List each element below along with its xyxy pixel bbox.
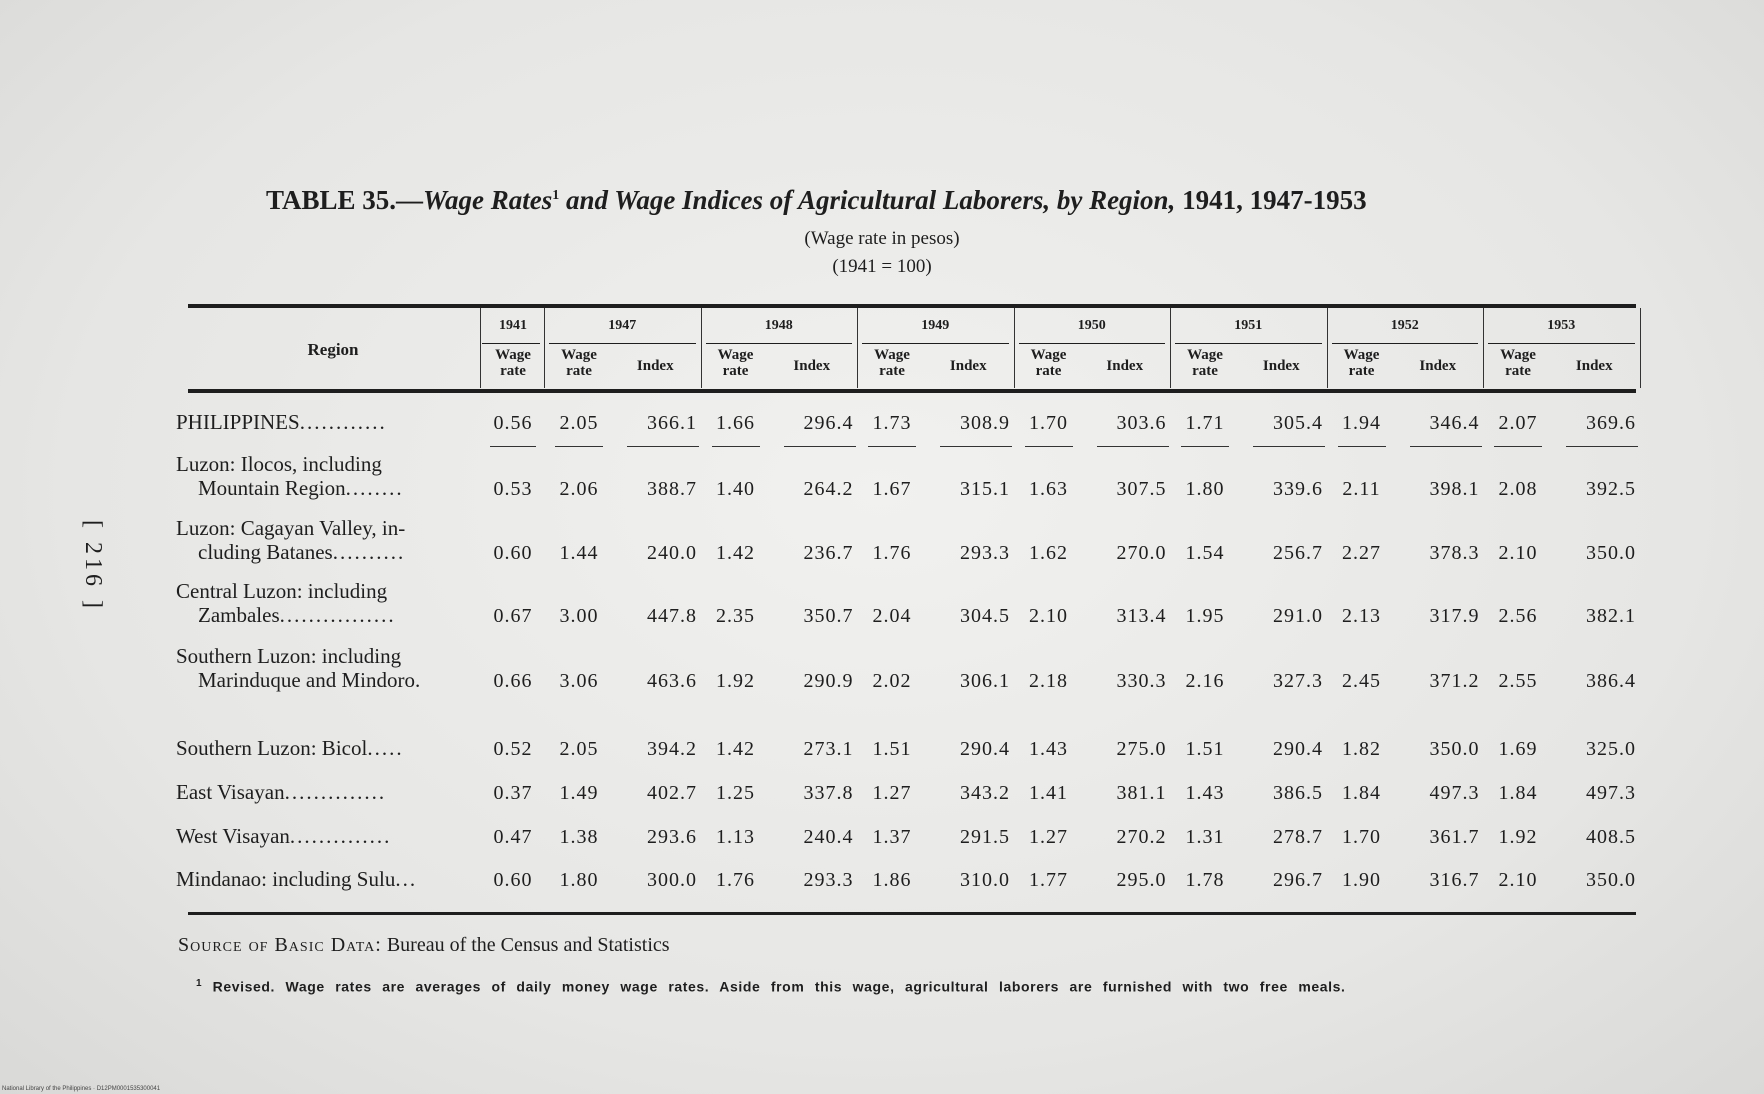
table-top-rule <box>188 304 1636 308</box>
header-year-1947: 1947 <box>608 318 637 333</box>
row-label <box>176 516 470 564</box>
cell-wage-rate-1950: 1.43 <box>1029 738 1068 760</box>
cell-index-1953: 369.6 <box>1586 412 1636 434</box>
header-year-underline <box>706 343 853 344</box>
header-year-1952: 1952 <box>1390 318 1419 333</box>
total-underline <box>784 446 856 447</box>
cell-wage-rate-1952: 1.82 <box>1342 738 1381 760</box>
cell-wage-rate-1947: 2.06 <box>559 478 599 500</box>
cell-wage-rate-1950: 1.27 <box>1029 826 1068 848</box>
cell-wage-rate-1953: 2.08 <box>1498 478 1538 500</box>
header-divider <box>1014 308 1015 388</box>
header-year-underline <box>1019 343 1166 344</box>
cell-index-1948: 350.7 <box>803 605 854 627</box>
cell-wage-rate-1952: 2.45 <box>1342 670 1381 692</box>
cell-wage-rate-1953: 2.10 <box>1498 869 1538 891</box>
row-label-line: Luzon: Ilocos, including <box>176 452 382 476</box>
cell-wage-rate-1948: 1.40 <box>716 478 755 500</box>
cell-wage-rate-1949: 1.51 <box>872 738 912 760</box>
cell-index-1947: 402.7 <box>647 782 697 804</box>
cell-index-1951: 256.7 <box>1273 542 1323 564</box>
total-underline <box>868 446 916 447</box>
header-divider <box>857 308 858 388</box>
cell-wage-rate-1950: 2.10 <box>1029 605 1068 627</box>
cell-wage-rate-1949: 1.37 <box>872 826 912 848</box>
cell-wage-rate-1947: 1.44 <box>559 542 599 564</box>
row-label-line: Central Luzon: including <box>176 579 388 603</box>
header-divider <box>1640 308 1641 388</box>
row-label-last-line <box>176 668 470 692</box>
cell-index-1948: 290.9 <box>803 670 854 692</box>
rate-label: rate <box>722 363 749 379</box>
row-label-last-line <box>176 476 470 500</box>
cell-wage-rate-1951: 1.71 <box>1185 412 1225 434</box>
cell-index-1951: 339.6 <box>1273 478 1323 500</box>
cell-index-1952: 497.3 <box>1429 782 1480 804</box>
total-underline <box>1181 446 1229 447</box>
cell-wage-rate-1947: 2.05 <box>559 738 599 760</box>
cell-index-1947: 300.0 <box>647 869 697 891</box>
cell-wage-rate-1949: 1.76 <box>872 542 912 564</box>
cell-index-1951: 290.4 <box>1273 738 1323 760</box>
cell-index-1950: 270.0 <box>1116 542 1167 564</box>
cell-index-1950: 270.2 <box>1116 826 1167 848</box>
cell-wage-rate-1949: 1.67 <box>872 478 912 500</box>
wage-label: Wage <box>1187 347 1223 363</box>
header-year-1951: 1951 <box>1234 318 1263 333</box>
cell-index-1949: 290.4 <box>960 738 1010 760</box>
row-label-last-line <box>176 540 470 564</box>
table-bottom-rule <box>188 912 1636 915</box>
row-label-line: Southern Luzon: including <box>176 644 402 668</box>
cell-index-1953: 392.5 <box>1586 478 1636 500</box>
row-label <box>176 867 470 891</box>
rate-label: rate <box>566 363 592 379</box>
cell-wage-rate-1952: 1.94 <box>1342 412 1381 434</box>
header-year-1941: 1941 <box>499 318 527 333</box>
cell-wage-rate-1953: 2.56 <box>1498 605 1538 627</box>
cell-wage-rate-1951: 1.31 <box>1185 826 1225 848</box>
table-title <box>266 185 1367 216</box>
rate-label: rate <box>1192 363 1218 379</box>
header-wage-rate-1947 <box>547 347 611 379</box>
row-label-line: Mindanao: including Sulu <box>176 867 396 891</box>
table-title-label: TABLE 35.— <box>266 185 424 215</box>
cell-index-1949: 310.0 <box>960 869 1010 891</box>
header-year-underline <box>1488 343 1635 344</box>
cell-wage-rate-1953: 2.55 <box>1498 670 1538 692</box>
cell-wage-rate-1941: 0.66 <box>493 670 533 692</box>
row-label-line: Luzon: Cagayan Valley, in- <box>176 516 406 540</box>
header-year-1948: 1948 <box>764 318 793 333</box>
cell-index-1952: 350.0 <box>1429 738 1480 760</box>
cell-wage-rate-1949: 1.27 <box>872 782 912 804</box>
cell-index-1952: 361.7 <box>1429 826 1480 848</box>
cell-index-1952: 378.3 <box>1429 542 1480 564</box>
cell-index-1950: 275.0 <box>1116 738 1167 760</box>
wage-label: Wage <box>717 347 754 363</box>
cell-wage-rate-1948: 1.42 <box>716 738 755 760</box>
cell-wage-rate-1949: 2.04 <box>872 605 912 627</box>
cell-wage-rate-1941: 0.47 <box>493 826 533 848</box>
cell-wage-rate-1952: 2.11 <box>1342 478 1381 500</box>
row-label-line: Southern Luzon: Bicol <box>176 736 368 760</box>
header-index-1948: Index <box>793 358 831 374</box>
row-label-last-line <box>176 780 470 804</box>
cell-index-1949: 315.1 <box>960 478 1010 500</box>
cell-wage-rate-1947: 1.38 <box>559 826 599 848</box>
cell-index-1949: 306.1 <box>960 670 1010 692</box>
row-label <box>176 780 470 804</box>
cell-index-1950: 295.0 <box>1116 869 1167 891</box>
table-title-rest: and Wage Indices of Agricultural Laborers, by Region, <box>559 185 1176 215</box>
cell-index-1951: 386.5 <box>1273 782 1323 804</box>
header-index-1949: Index <box>949 358 987 374</box>
row-label-last-line <box>176 603 470 627</box>
table-title-main: Wage Rates <box>423 185 553 215</box>
header-wage-rate-1949 <box>860 347 924 379</box>
rate-label: rate <box>1035 363 1062 379</box>
cell-index-1951: 305.4 <box>1273 412 1323 434</box>
total-underline <box>1566 446 1638 447</box>
cell-wage-rate-1952: 1.70 <box>1342 826 1381 848</box>
leader-dots: .............. <box>289 824 392 848</box>
header-region: Region <box>307 340 359 359</box>
leader-dots: .......... <box>332 540 406 564</box>
cell-wage-rate-1951: 1.51 <box>1185 738 1225 760</box>
row-label-last-line <box>176 824 470 848</box>
header-wage-rate-1950 <box>1017 347 1081 379</box>
total-underline <box>712 446 760 447</box>
table-title-years: 1941, 1947-1953 <box>1175 185 1367 215</box>
wage-label: Wage <box>1500 347 1536 363</box>
header-bottom-rule <box>188 389 1636 393</box>
cell-index-1949: 304.5 <box>960 605 1010 627</box>
page-number: [ 216 ] <box>80 520 106 612</box>
header-index-1953: Index <box>1575 358 1613 374</box>
cell-wage-rate-1947: 3.06 <box>559 670 599 692</box>
cell-wage-rate-1951: 2.16 <box>1185 670 1225 692</box>
rate-label: rate <box>1505 363 1531 379</box>
cell-index-1947: 240.0 <box>647 542 697 564</box>
leader-dots: ........ <box>345 476 404 500</box>
cell-wage-rate-1948: 1.13 <box>716 826 755 848</box>
total-underline <box>627 446 699 447</box>
cell-wage-rate-1953: 1.84 <box>1498 782 1538 804</box>
row-label-last-line <box>176 867 470 891</box>
footnote <box>196 978 1346 995</box>
cell-wage-rate-1949: 1.73 <box>872 412 912 434</box>
leader-dots: ................ <box>279 603 396 627</box>
cell-wage-rate-1948: 1.92 <box>716 670 755 692</box>
cell-index-1952: 398.1 <box>1429 478 1480 500</box>
cell-index-1952: 371.2 <box>1429 670 1480 692</box>
header-wage-rate-1941 <box>482 347 544 379</box>
cell-index-1953: 386.4 <box>1586 670 1636 692</box>
cell-index-1950: 330.3 <box>1116 670 1167 692</box>
leader-dots: ............ <box>299 410 387 434</box>
cell-wage-rate-1952: 2.13 <box>1342 605 1381 627</box>
rate-label: rate <box>879 363 905 379</box>
cell-index-1952: 317.9 <box>1429 605 1480 627</box>
header-index-1951: Index <box>1262 358 1300 374</box>
leader-dots: .............. <box>284 780 387 804</box>
subtitle-base: (1941 = 100) <box>832 256 932 277</box>
cell-wage-rate-1953: 2.10 <box>1498 542 1538 564</box>
row-label-last-line <box>176 736 470 760</box>
total-underline <box>1253 446 1325 447</box>
header-divider <box>1483 308 1484 388</box>
header-wage-rate-1952 <box>1330 347 1394 379</box>
cell-wage-rate-1953: 1.69 <box>1498 738 1538 760</box>
source-text: Bureau of the Census and Statistics <box>381 934 670 956</box>
wage-label: Wage <box>1030 347 1067 363</box>
cell-wage-rate-1952: 2.27 <box>1342 542 1381 564</box>
leader-dots: ..... <box>367 736 404 760</box>
header-divider <box>1327 308 1328 388</box>
row-label-line: cluding Batanes <box>198 540 333 564</box>
cell-index-1950: 307.5 <box>1116 478 1167 500</box>
total-underline <box>1025 446 1073 447</box>
cell-index-1953: 350.0 <box>1586 542 1636 564</box>
cell-wage-rate-1952: 1.90 <box>1342 869 1381 891</box>
total-underline <box>1097 446 1169 447</box>
cell-wage-rate-1950: 1.63 <box>1029 478 1068 500</box>
cell-index-1953: 497.3 <box>1586 782 1636 804</box>
cell-index-1947: 463.6 <box>647 670 697 692</box>
cell-wage-rate-1949: 2.02 <box>872 670 912 692</box>
wage-label: Wage <box>495 347 531 363</box>
footnote-text: Revised. Wage rates are averages of daily money wage rates. Aside from this wage, agricultural laborers are furnished with two free meals. <box>202 978 1346 995</box>
cell-index-1950: 313.4 <box>1116 605 1167 627</box>
cell-index-1949: 343.2 <box>960 782 1010 804</box>
cell-index-1953: 382.1 <box>1586 605 1636 627</box>
total-underline <box>1410 446 1482 447</box>
cell-index-1952: 346.4 <box>1429 412 1480 434</box>
total-underline <box>490 446 536 447</box>
cell-wage-rate-1950: 1.70 <box>1029 412 1068 434</box>
cell-index-1951: 296.7 <box>1273 869 1323 891</box>
wage-label: Wage <box>561 347 597 363</box>
cell-wage-rate-1951: 1.95 <box>1185 605 1225 627</box>
header-year-underline <box>1332 343 1479 344</box>
header-index-1947: Index <box>636 358 674 374</box>
row-label-line: PHILIPPINES <box>176 410 300 434</box>
header-divider <box>544 308 545 388</box>
row-label-line: Mountain Region <box>198 476 346 500</box>
total-underline <box>555 446 603 447</box>
header-year-1950: 1950 <box>1077 318 1106 333</box>
cell-wage-rate-1941: 0.67 <box>493 605 533 627</box>
cell-index-1947: 447.8 <box>647 605 697 627</box>
header-divider <box>701 308 702 388</box>
cell-wage-rate-1950: 1.41 <box>1029 782 1068 804</box>
cell-index-1948: 337.8 <box>803 782 854 804</box>
header-year-1949: 1949 <box>921 318 950 333</box>
cell-index-1949: 293.3 <box>960 542 1010 564</box>
header-wage-rate-1951 <box>1173 347 1237 379</box>
cell-wage-rate-1948: 2.35 <box>716 605 755 627</box>
header-year-underline <box>862 343 1009 344</box>
cell-wage-rate-1953: 1.92 <box>1498 826 1538 848</box>
cell-index-1947: 366.1 <box>647 412 697 434</box>
cell-wage-rate-1941: 0.60 <box>493 542 533 564</box>
title-footnote-mark: 1 <box>552 188 560 203</box>
cell-wage-rate-1941: 0.37 <box>493 782 533 804</box>
row-label <box>176 452 470 500</box>
source-label: Source of Basic Data: <box>178 934 382 956</box>
leader-dots: ... <box>395 867 418 891</box>
header-year-underline <box>549 343 696 344</box>
header-1941-underline <box>482 343 540 344</box>
header-year-1953: 1953 <box>1547 318 1576 333</box>
cell-index-1948: 273.1 <box>803 738 854 760</box>
source-note <box>178 934 670 957</box>
cell-index-1950: 381.1 <box>1116 782 1167 804</box>
cell-wage-rate-1948: 1.42 <box>716 542 755 564</box>
row-label <box>176 644 470 692</box>
cell-index-1952: 316.7 <box>1429 869 1480 891</box>
cell-wage-rate-1953: 2.07 <box>1498 412 1538 434</box>
cell-wage-rate-1941: 0.53 <box>493 478 533 500</box>
row-label <box>176 410 470 434</box>
row-label <box>176 824 470 848</box>
total-underline <box>1494 446 1542 447</box>
rate-label: rate <box>500 363 526 379</box>
wage-label: Wage <box>1343 347 1380 363</box>
cell-wage-rate-1948: 1.25 <box>716 782 755 804</box>
row-label-last-line <box>176 410 470 434</box>
cell-wage-rate-1947: 2.05 <box>559 412 599 434</box>
cell-wage-rate-1947: 1.80 <box>559 869 599 891</box>
archive-stamp: National Library of the Philippines · D12PM0001535300041 <box>2 1086 161 1092</box>
cell-index-1949: 291.5 <box>960 826 1010 848</box>
cell-wage-rate-1952: 1.84 <box>1342 782 1381 804</box>
cell-index-1947: 394.2 <box>647 738 697 760</box>
cell-wage-rate-1951: 1.43 <box>1185 782 1225 804</box>
row-label <box>176 736 470 760</box>
cell-index-1948: 264.2 <box>803 478 854 500</box>
row-label-line: Marinduque and Mindoro. <box>198 668 421 692</box>
cell-index-1953: 408.5 <box>1586 826 1636 848</box>
cell-index-1950: 303.6 <box>1116 412 1167 434</box>
cell-index-1947: 388.7 <box>647 478 697 500</box>
rate-label: rate <box>1348 363 1375 379</box>
header-divider <box>480 308 481 388</box>
header-index-1950: Index <box>1106 358 1144 374</box>
cell-wage-rate-1951: 1.54 <box>1185 542 1225 564</box>
cell-index-1948: 296.4 <box>803 412 854 434</box>
cell-index-1953: 350.0 <box>1586 869 1636 891</box>
header-divider <box>1170 308 1171 388</box>
row-label-line: Zambales <box>198 603 280 627</box>
cell-wage-rate-1951: 1.78 <box>1185 869 1225 891</box>
cell-wage-rate-1941: 0.56 <box>493 412 533 434</box>
cell-wage-rate-1950: 2.18 <box>1029 670 1068 692</box>
total-underline <box>940 446 1012 447</box>
cell-wage-rate-1947: 3.00 <box>559 605 599 627</box>
cell-index-1948: 240.4 <box>803 826 854 848</box>
cell-wage-rate-1950: 1.77 <box>1029 869 1068 891</box>
cell-wage-rate-1941: 0.60 <box>493 869 533 891</box>
header-year-underline <box>1175 343 1322 344</box>
cell-index-1951: 291.0 <box>1273 605 1323 627</box>
header-wage-rate-1953 <box>1486 347 1550 379</box>
header-wage-rate-1948 <box>704 347 768 379</box>
cell-wage-rate-1949: 1.86 <box>872 869 912 891</box>
row-label-line: West Visayan <box>176 824 290 848</box>
cell-index-1948: 236.7 <box>803 542 854 564</box>
row-label-line: East Visayan <box>176 780 285 804</box>
cell-index-1947: 293.6 <box>647 826 697 848</box>
wage-label: Wage <box>874 347 910 363</box>
total-underline <box>1338 446 1386 447</box>
subtitle-unit: (Wage rate in pesos) <box>804 228 960 249</box>
cell-wage-rate-1947: 1.49 <box>559 782 599 804</box>
footnote-mark: 1 <box>196 978 203 989</box>
cell-index-1949: 308.9 <box>960 412 1010 434</box>
cell-wage-rate-1948: 1.76 <box>716 869 755 891</box>
cell-wage-rate-1941: 0.52 <box>493 738 533 760</box>
cell-index-1951: 327.3 <box>1273 670 1323 692</box>
cell-index-1953: 325.0 <box>1586 738 1636 760</box>
header-index-1952: Index <box>1419 358 1457 374</box>
cell-wage-rate-1948: 1.66 <box>716 412 755 434</box>
cell-wage-rate-1950: 1.62 <box>1029 542 1068 564</box>
row-label <box>176 579 470 627</box>
cell-index-1948: 293.3 <box>803 869 854 891</box>
cell-wage-rate-1951: 1.80 <box>1185 478 1225 500</box>
cell-index-1951: 278.7 <box>1273 826 1323 848</box>
